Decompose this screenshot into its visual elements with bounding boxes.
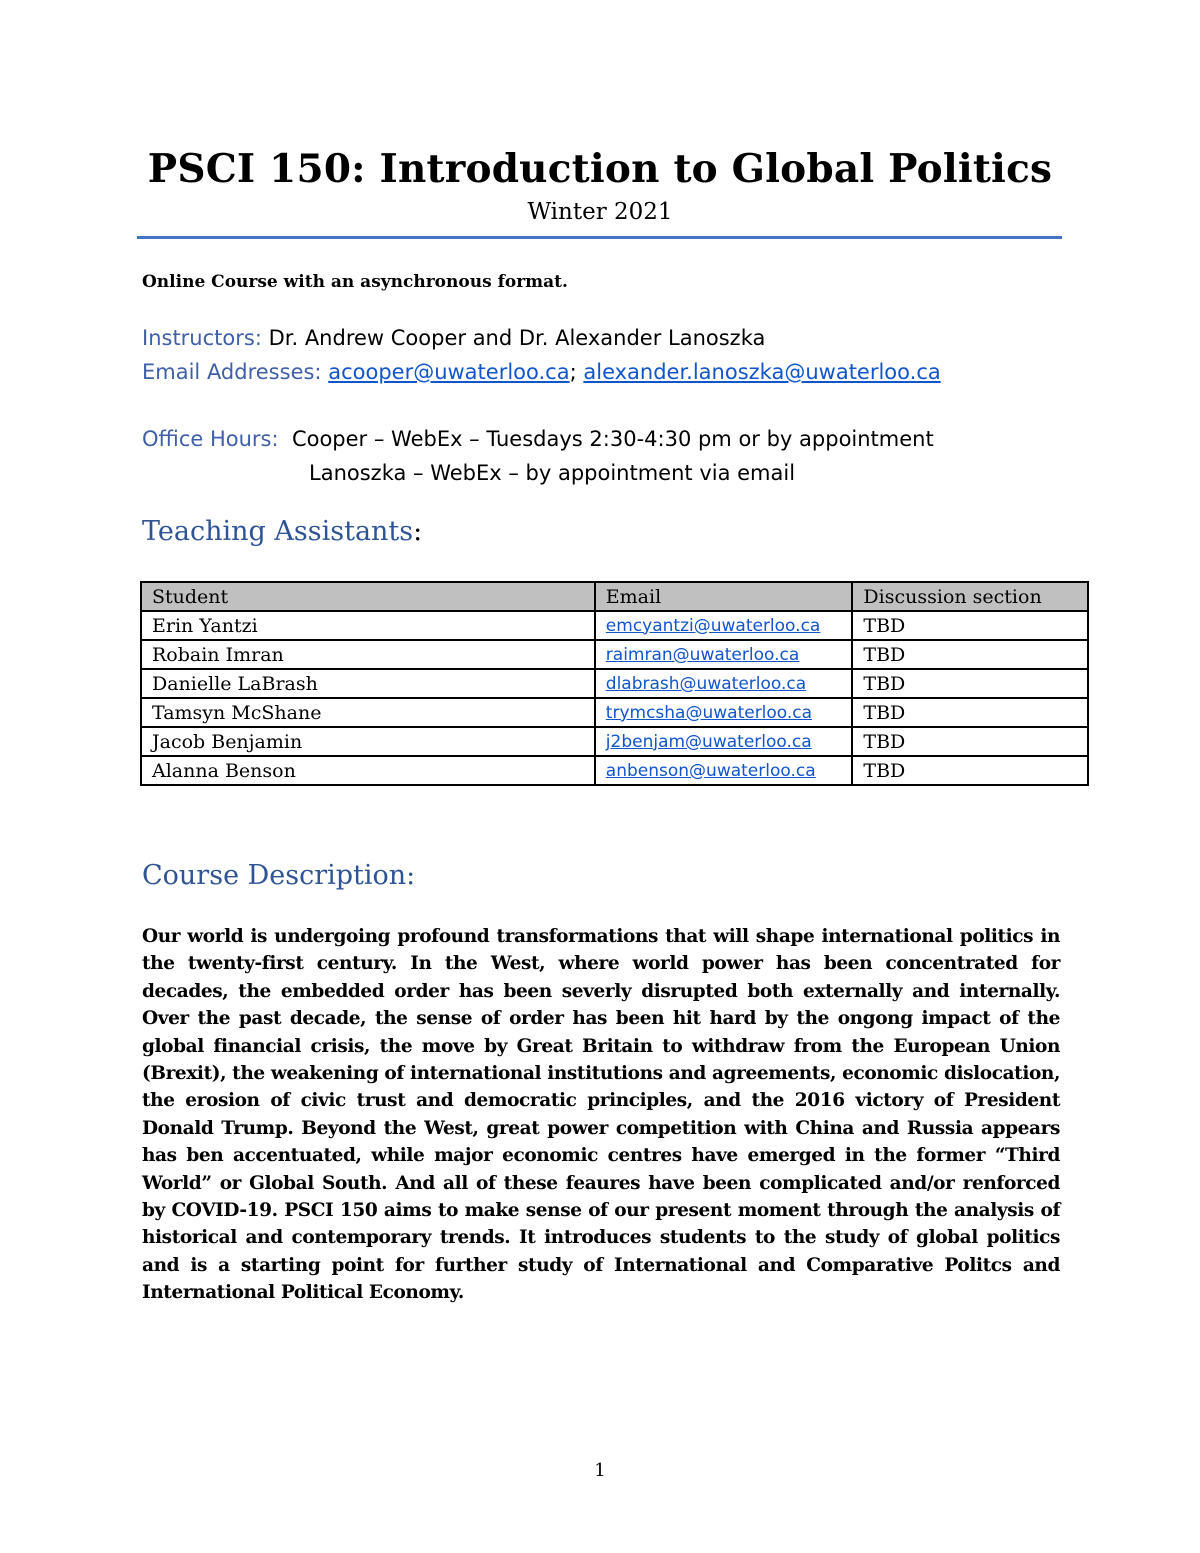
instructors-value: Dr. Andrew Cooper and Dr. Alexander Lanoszka	[268, 326, 766, 350]
ta-email-link[interactable]: anbenson@uwaterloo.ca	[605, 760, 816, 781]
office-hours-label: Office Hours:	[142, 427, 279, 451]
instructors-label: Instructors:	[142, 326, 262, 350]
office-hours-cooper: Cooper – WebEx – Tuesdays 2:30-4:30 pm or by appointment	[291, 427, 934, 451]
table-row	[141, 727, 1088, 756]
office-hours-line	[142, 427, 934, 451]
course-description-heading: Course Description:	[142, 860, 416, 891]
col-header-student: Student	[141, 582, 595, 611]
instructors-line	[142, 326, 765, 350]
course-format-note: Online Course with an asynchronous format.	[142, 272, 568, 292]
col-header-section: Discussion section	[852, 582, 1088, 611]
page-number: 1	[594, 1460, 606, 1481]
email-addresses-label: Email Addresses:	[142, 360, 322, 384]
title-divider	[137, 236, 1062, 239]
ta-email-link[interactable]: dlabrash@uwaterloo.ca	[605, 673, 807, 694]
table-row	[141, 611, 1088, 640]
ta-name: Danielle LaBrash	[141, 669, 595, 698]
ta-name: Jacob Benjamin	[141, 727, 595, 756]
ta-email-link[interactable]: j2benjam@uwaterloo.ca	[605, 731, 812, 752]
email-link-lanoszka[interactable]: alexander.lanoszka@uwaterloo.ca	[583, 360, 941, 384]
ta-name: Robain Imran	[141, 640, 595, 669]
ta-heading-text: Teaching Assistants	[142, 516, 414, 547]
office-hours-lanoszka: Lanoszka – WebEx – by appointment via email	[309, 461, 796, 485]
course-description-body: Our world is undergoing profound transformations that will shape international politics in the twenty-first century. In the West, where world power has been concentrated for decades, the embedded order has been severly disrupted both externally and internally. Over the past decade, the sense of order has been hit hard by the ongong impact of the global financial crisis, the move by Great Britain to withdraw from the European Union (Brexit), the weakening of international institutions and agreements, economic dislocation, the erosion of civic trust and democratic principles, and the 2016 victory of President Donald Trump. Beyond the West, great power competition with China and Russia appears has ben accentuated, while major economic centres have emerged in the former “Third World” or Global South. And all of these feaures have been complicated and/or renforced by COVID-19. PSCI 150 aims to make sense of our present moment through the analysis of historical and contemporary trends. It introduces students to the study of global politics and is a starting point for further study of International and Comparative Politcs and International Political Economy.	[142, 926, 1060, 1304]
ta-name: Erin Yantzi	[141, 611, 595, 640]
ta-name: Tamsyn McShane	[141, 698, 595, 727]
ta-section: TBD	[852, 640, 1088, 669]
email-link-cooper[interactable]: acooper@uwaterloo.ca	[328, 360, 570, 384]
ta-heading	[142, 516, 422, 547]
ta-section: TBD	[852, 669, 1088, 698]
ta-section: TBD	[852, 611, 1088, 640]
ta-section: TBD	[852, 727, 1088, 756]
ta-table	[140, 581, 1089, 786]
col-header-email: Email	[595, 582, 853, 611]
ta-email-link[interactable]: trymcsha@uwaterloo.ca	[605, 702, 813, 723]
table-row	[141, 640, 1088, 669]
page-title: PSCI 150: Introduction to Global Politics	[147, 146, 1053, 192]
table-row	[141, 756, 1088, 785]
ta-table-header	[141, 582, 1088, 611]
ta-section: TBD	[852, 756, 1088, 785]
ta-name: Alanna Benson	[141, 756, 595, 785]
email-addresses-line	[142, 360, 941, 384]
term-subtitle: Winter 2021	[527, 199, 673, 225]
table-row	[141, 669, 1088, 698]
table-row	[141, 698, 1088, 727]
ta-email-link[interactable]: raimran@uwaterloo.ca	[605, 644, 800, 665]
ta-email-link[interactable]: emcyantzi@uwaterloo.ca	[605, 615, 821, 636]
email-separator: ;	[569, 360, 577, 384]
ta-heading-colon: :	[413, 516, 423, 547]
ta-section: TBD	[852, 698, 1088, 727]
